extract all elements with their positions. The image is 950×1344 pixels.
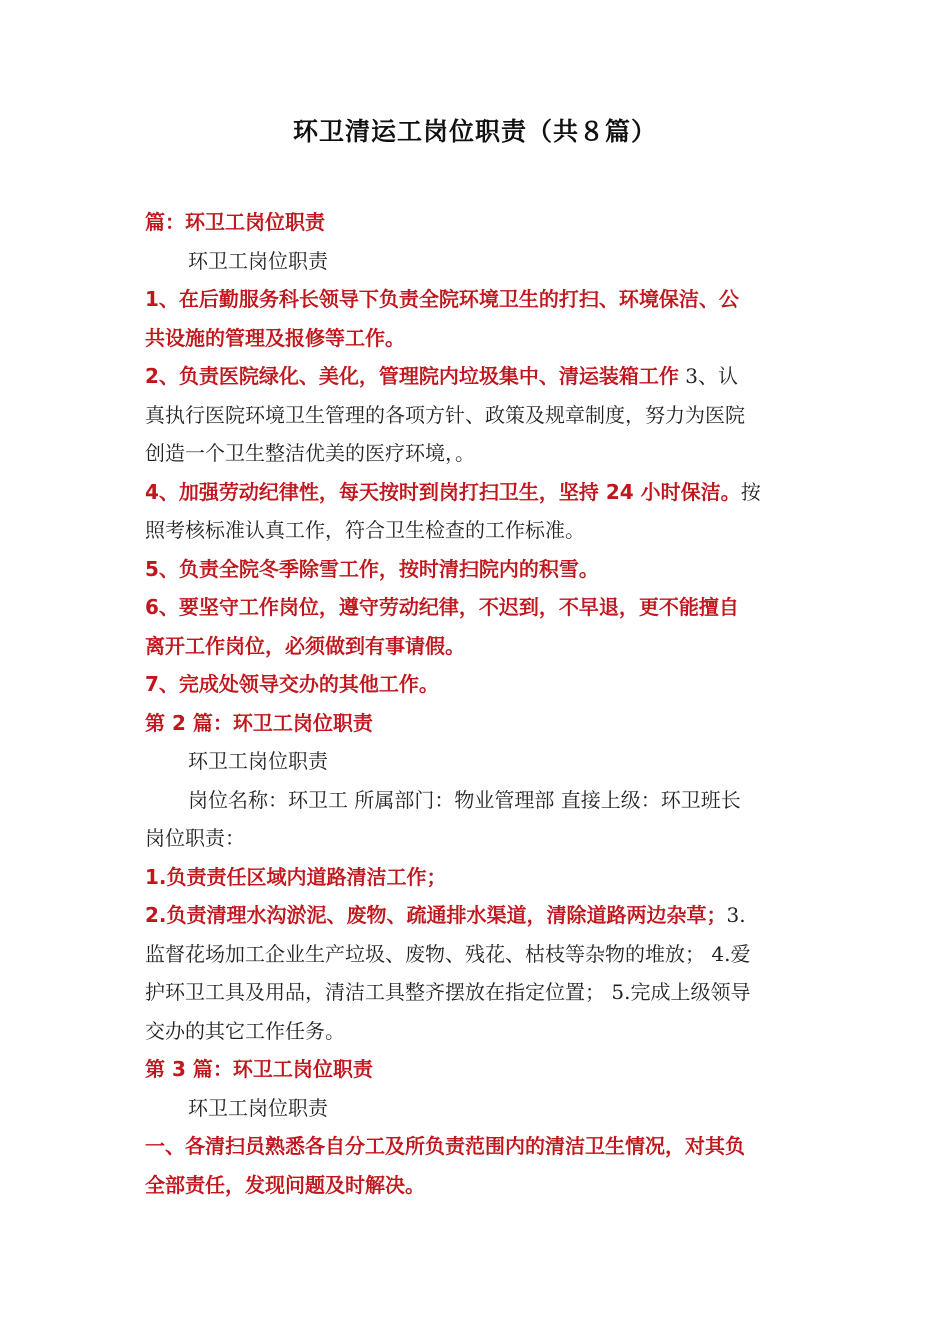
duty-line: 岗位职责： (145, 826, 245, 850)
duty-text: 按 (740, 479, 761, 504)
document-title: 环卫清运工岗位职责（共８篇） (292, 117, 657, 146)
duty-line: 6、要坚守工作岗位，遵守劳动纪律，不迟到，不早退，更不能擅自 (145, 595, 739, 619)
duty-line: 护环卫工具及用品，清洁工具整齐摆放在指定位置； 5.完成上级领导 (145, 980, 751, 1004)
duty-line: 5、负责全院冬季除雪工作，按时清扫院内的积雪。 (145, 556, 599, 581)
duty-line: 一、各清扫员熟悉各自分工及所负责范围内的清洁卫生情况，对其负 (145, 1134, 745, 1158)
duty-line: 共设施的管理及报修等工作。 (145, 325, 405, 350)
document-body (145, 203, 810, 1204)
duty-text-bold: 2.负责清理水沟淤泥、废物、疏通排水渠道，清除道路两边杂草； (145, 903, 727, 927)
duty-text: 3. (726, 903, 746, 927)
duty-line: 岗位名称：环卫工 所属部门：物业管理部 直接上级：环卫班长 (188, 787, 741, 812)
duty-line: 监督花场加工企业生产垃圾、废物、残花、枯枝等杂物的堆放； 4.爱 (145, 941, 751, 966)
section-heading: 第 2 篇：环卫工岗位职责 (145, 710, 373, 735)
duty-line (145, 473, 810, 512)
duty-line (145, 357, 810, 396)
section-subtitle: 环卫工岗位职责 (188, 248, 328, 273)
duty-line: 交办的其它工作任务。 (145, 1018, 345, 1043)
section-subtitle: 环卫工岗位职责 (188, 749, 328, 773)
duty-line: 创造一个卫生整洁优美的医疗环境，。 (145, 441, 475, 465)
section-subtitle: 环卫工岗位职责 (188, 1095, 328, 1120)
duty-line: 1、在后勤服务科长领导下负责全院环境卫生的打扫、环境保洁、公 (145, 287, 739, 311)
duty-line: 离开工作岗位，必须做到有事请假。 (145, 633, 465, 658)
duty-line (145, 896, 810, 935)
duty-line: 照考核标准认真工作，符合卫生检查的工作标准。 (145, 518, 585, 542)
duty-line: 真执行医院环境卫生管理的各项方针、政策及规章制度，努力为医院 (145, 402, 745, 427)
section-heading: 第 3 篇：环卫工岗位职责 (145, 1057, 373, 1081)
duty-line: 1.负责责任区域内道路清洁工作； (145, 864, 447, 889)
duty-text-bold: 4、加强劳动纪律性，每天按时到岗打扫卫生，坚持 24 小时保洁。 (145, 479, 741, 504)
duty-line: 7、完成处领导交办的其他工作。 (145, 672, 439, 696)
duty-line: 全部责任，发现问题及时解决。 (145, 1172, 425, 1197)
section-heading: 篇：环卫工岗位职责 (145, 210, 325, 234)
duty-text-bold: 2、负责医院绿化、美化，管理院内垃圾集中、清运装箱工作 (145, 364, 679, 388)
duty-text: 3、认 (678, 364, 739, 388)
